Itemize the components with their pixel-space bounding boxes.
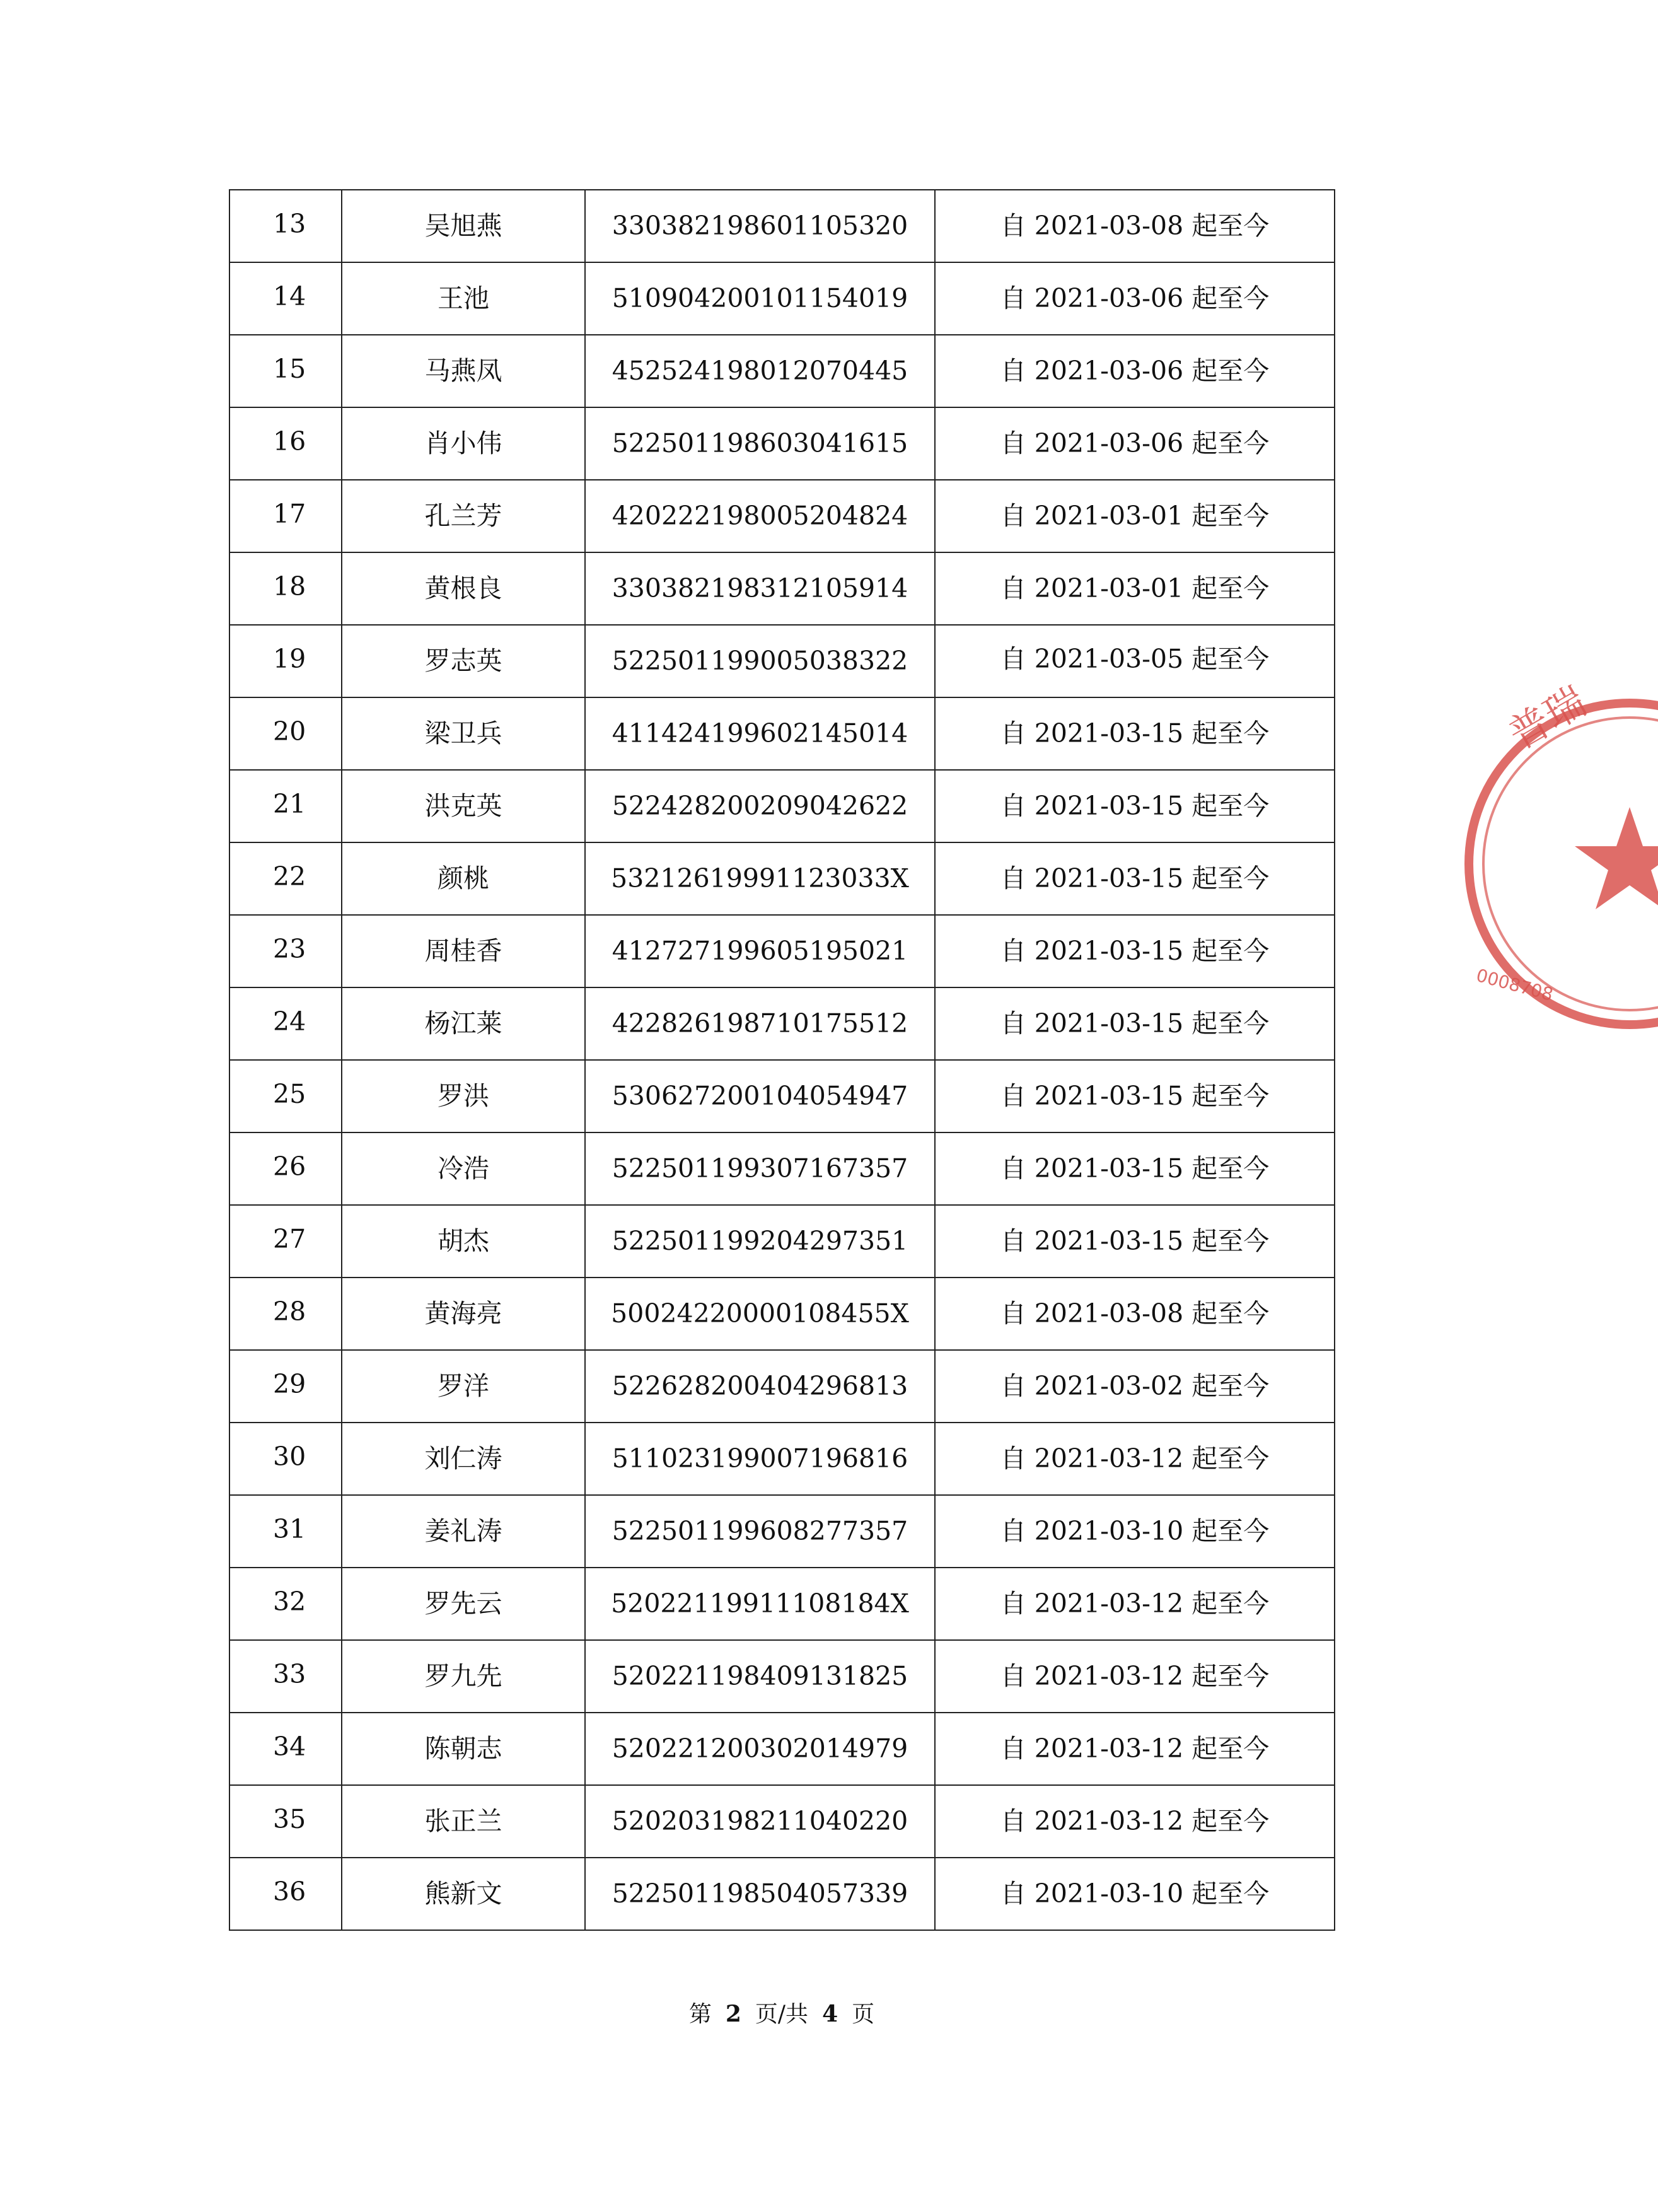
person-name: 肖小伟	[342, 407, 585, 480]
id-number: 522428200209042622	[585, 770, 935, 842]
employment-period: 自 2021-03-08 起至今	[935, 1278, 1335, 1350]
employment-period: 自 2021-03-15 起至今	[935, 915, 1335, 987]
row-number: 30	[229, 1423, 342, 1495]
row-number: 26	[229, 1132, 342, 1205]
records-body	[229, 190, 1335, 1930]
table-row	[229, 1568, 1335, 1640]
table-row	[229, 335, 1335, 407]
id-number: 522501199204297351	[585, 1205, 935, 1278]
person-name: 马燕凤	[342, 335, 585, 407]
row-number: 32	[229, 1568, 342, 1640]
employment-period: 自 2021-03-12 起至今	[935, 1640, 1335, 1713]
id-number: 330382198312105914	[585, 552, 935, 625]
id-number: 510904200101154019	[585, 262, 935, 335]
employment-period: 自 2021-03-12 起至今	[935, 1713, 1335, 1785]
person-name: 颜桃	[342, 842, 585, 915]
person-name: 孔兰芳	[342, 480, 585, 552]
employment-period: 自 2021-03-01 起至今	[935, 480, 1335, 552]
page-footer	[0, 1996, 1563, 2029]
employment-period: 自 2021-03-05 起至今	[935, 625, 1335, 697]
table-row	[229, 987, 1335, 1060]
table-row	[229, 842, 1335, 915]
total-page-number: 4	[822, 2001, 838, 2027]
id-number: 530627200104054947	[585, 1060, 935, 1132]
person-name: 王池	[342, 262, 585, 335]
row-number: 15	[229, 335, 342, 407]
id-number: 412727199605195021	[585, 915, 935, 987]
person-name: 张正兰	[342, 1785, 585, 1858]
employment-period: 自 2021-03-02 起至今	[935, 1350, 1335, 1423]
company-seal-stamp	[1469, 678, 1594, 1047]
table-row	[229, 1495, 1335, 1568]
id-number: 520221198409131825	[585, 1640, 935, 1713]
table-row	[229, 1278, 1335, 1350]
row-number: 18	[229, 552, 342, 625]
employment-period: 自 2021-03-06 起至今	[935, 407, 1335, 480]
employment-period: 自 2021-03-15 起至今	[935, 1060, 1335, 1132]
person-name: 罗九先	[342, 1640, 585, 1713]
table-row	[229, 1132, 1335, 1205]
table-row	[229, 1640, 1335, 1713]
id-number: 520221200302014979	[585, 1713, 935, 1785]
person-name: 洪克英	[342, 770, 585, 842]
person-name: 罗志英	[342, 625, 585, 697]
employment-period: 自 2021-03-12 起至今	[935, 1785, 1335, 1858]
id-number: 522501198504057339	[585, 1858, 935, 1930]
row-number: 16	[229, 407, 342, 480]
row-number: 13	[229, 190, 342, 262]
row-number: 33	[229, 1640, 342, 1713]
table-row	[229, 552, 1335, 625]
employment-period: 自 2021-03-15 起至今	[935, 842, 1335, 915]
row-number: 17	[229, 480, 342, 552]
person-name: 吴旭燕	[342, 190, 585, 262]
table-row	[229, 697, 1335, 770]
employment-period: 自 2021-03-15 起至今	[935, 987, 1335, 1060]
employment-period: 自 2021-03-15 起至今	[935, 770, 1335, 842]
table-row	[229, 915, 1335, 987]
footer-middle: 页/共	[755, 2001, 809, 2027]
seal-text-top: 普瑞	[1501, 678, 1594, 759]
id-number: 522501199307167357	[585, 1132, 935, 1205]
person-name: 梁卫兵	[342, 697, 585, 770]
employment-period: 自 2021-03-06 起至今	[935, 335, 1335, 407]
table-row	[229, 1205, 1335, 1278]
row-number: 20	[229, 697, 342, 770]
id-number: 52022119911108184X	[585, 1568, 935, 1640]
table-row	[229, 1858, 1335, 1930]
row-number: 21	[229, 770, 342, 842]
employment-period: 自 2021-03-15 起至今	[935, 697, 1335, 770]
person-name: 罗洋	[342, 1350, 585, 1423]
id-number: 522501199608277357	[585, 1495, 935, 1568]
records-table	[229, 189, 1335, 1931]
employment-period: 自 2021-03-15 起至今	[935, 1132, 1335, 1205]
row-number: 14	[229, 262, 342, 335]
row-number: 29	[229, 1350, 342, 1423]
employment-period: 自 2021-03-01 起至今	[935, 552, 1335, 625]
id-number: 411424199602145014	[585, 697, 935, 770]
employment-period: 自 2021-03-08 起至今	[935, 190, 1335, 262]
person-name: 黄海亮	[342, 1278, 585, 1350]
row-number: 36	[229, 1858, 342, 1930]
employment-period: 自 2021-03-06 起至今	[935, 262, 1335, 335]
row-number: 35	[229, 1785, 342, 1858]
id-number: 511023199007196816	[585, 1423, 935, 1495]
person-name: 罗先云	[342, 1568, 585, 1640]
person-name: 姜礼涛	[342, 1495, 585, 1568]
row-number: 27	[229, 1205, 342, 1278]
row-number: 28	[229, 1278, 342, 1350]
current-page-number: 2	[725, 2001, 741, 2027]
person-name: 陈朝志	[342, 1713, 585, 1785]
employment-period: 自 2021-03-15 起至今	[935, 1205, 1335, 1278]
id-number: 522501198603041615	[585, 407, 935, 480]
person-name: 刘仁涛	[342, 1423, 585, 1495]
table-row	[229, 1060, 1335, 1132]
table-row	[229, 190, 1335, 262]
person-name: 冷浩	[342, 1132, 585, 1205]
person-name: 黄根良	[342, 552, 585, 625]
person-name: 罗洪	[342, 1060, 585, 1132]
id-number: 53212619991123033X	[585, 842, 935, 915]
table-row	[229, 625, 1335, 697]
table-row	[229, 480, 1335, 552]
person-name: 杨江莱	[342, 987, 585, 1060]
id-number: 420222198005204824	[585, 480, 935, 552]
employment-period: 自 2021-03-10 起至今	[935, 1495, 1335, 1568]
row-number: 24	[229, 987, 342, 1060]
id-number: 452524198012070445	[585, 335, 935, 407]
footer-suffix: 页	[852, 2001, 875, 2027]
row-number: 19	[229, 625, 342, 697]
employment-period: 自 2021-03-12 起至今	[935, 1423, 1335, 1495]
person-name: 熊新文	[342, 1858, 585, 1930]
person-name: 周桂香	[342, 915, 585, 987]
person-name: 胡杰	[342, 1205, 585, 1278]
table-row	[229, 407, 1335, 480]
row-number: 31	[229, 1495, 342, 1568]
seal-graphic	[1469, 678, 1658, 1047]
seal-text-number: 0008708	[1474, 964, 1556, 1006]
employment-period: 自 2021-03-10 起至今	[935, 1858, 1335, 1930]
id-number: 520203198211040220	[585, 1785, 935, 1858]
table-row	[229, 770, 1335, 842]
table-row	[229, 262, 1335, 335]
table-row	[229, 1423, 1335, 1495]
row-number: 34	[229, 1713, 342, 1785]
id-number: 522501199005038322	[585, 625, 935, 697]
employment-period: 自 2021-03-12 起至今	[935, 1568, 1335, 1640]
id-number: 522628200404296813	[585, 1350, 935, 1423]
footer-prefix: 第	[688, 2001, 712, 2027]
table-row	[229, 1785, 1335, 1858]
row-number: 22	[229, 842, 342, 915]
table-row	[229, 1350, 1335, 1423]
id-number: 330382198601105320	[585, 190, 935, 262]
id-number: 50024220000108455X	[585, 1278, 935, 1350]
id-number: 422826198710175512	[585, 987, 935, 1060]
row-number: 23	[229, 915, 342, 987]
table-row	[229, 1713, 1335, 1785]
row-number: 25	[229, 1060, 342, 1132]
